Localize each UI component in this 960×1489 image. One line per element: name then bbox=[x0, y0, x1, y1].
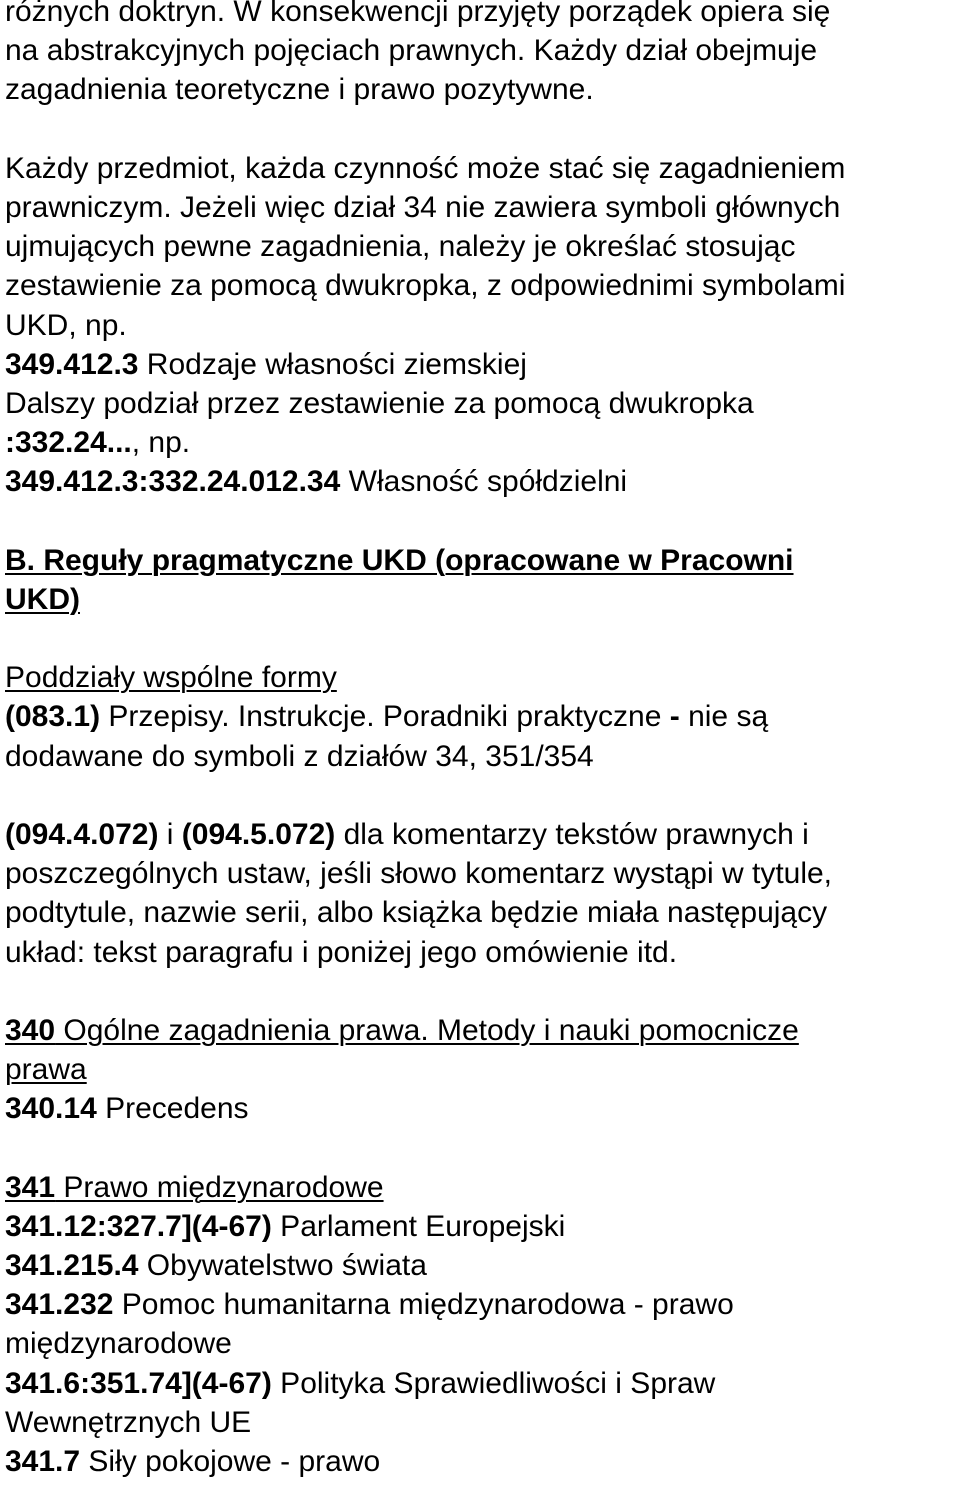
rule1-line1 bbox=[5, 697, 955, 736]
class-341-heading bbox=[5, 1168, 955, 1207]
udc-code: 349.412.3:332.24.012.34 bbox=[5, 465, 341, 499]
section-heading-text: B. Reguły pragmatyczne UKD (opracowane w Pracowni bbox=[5, 543, 794, 577]
para1-line3: zagadnienia teoretyczne i prawo pozytywne. bbox=[5, 73, 594, 107]
entry-text: Obywatelstwo świata bbox=[138, 1249, 427, 1282]
entry-text: Polityka Sprawiedliwości i Spraw bbox=[271, 1366, 716, 1400]
entry-text: Siły pokojowe - prawo bbox=[80, 1444, 381, 1478]
udc-code: (083.1) bbox=[5, 700, 101, 734]
para1-line1: różnych doktryn. W konsekwencji przyjęty porządek opiera się bbox=[5, 0, 831, 28]
udc-code: 341.215.4 bbox=[5, 1249, 139, 1282]
example-line-1 bbox=[5, 345, 955, 384]
rule-text: i bbox=[158, 817, 182, 851]
spacer bbox=[5, 110, 955, 149]
udc-code: 341.232 bbox=[5, 1288, 114, 1322]
example-text: Rodzaje własności ziemskiej bbox=[138, 347, 527, 381]
subheading-text: Poddziały wspólne formy bbox=[5, 661, 337, 695]
spacer bbox=[5, 501, 955, 540]
udc-code: 341.7 bbox=[5, 1444, 81, 1478]
entry-341-4-cont: Wewnętrznych UE bbox=[5, 1405, 252, 1439]
rule-text: nie są bbox=[679, 700, 769, 734]
para2-line2: prawniczym. Jeżeli więc dział 34 nie zawiera symboli głównych bbox=[5, 190, 841, 224]
rule-text: dla komentarzy tekstów prawnych i bbox=[335, 817, 809, 851]
rule2-line1 bbox=[5, 815, 955, 854]
class-340-heading-line2 bbox=[5, 1050, 955, 1089]
udc-code: (094.4.072) bbox=[5, 817, 159, 851]
para2-line5: UKD, np. bbox=[5, 308, 127, 342]
para2-line1: Każdy przedmiot, każda czynność może stać się zagadnieniem bbox=[5, 151, 846, 185]
entry-340-14 bbox=[5, 1089, 955, 1128]
udc-code: :332.24... bbox=[5, 426, 132, 460]
para2-line8 bbox=[5, 423, 955, 462]
example-text: Własność spółdzielni bbox=[340, 465, 628, 499]
spacer bbox=[5, 776, 955, 815]
rule2-line4: układ: tekst paragrafu i poniżej jego omówienie itd. bbox=[5, 935, 678, 969]
example-line-2 bbox=[5, 462, 955, 501]
spacer bbox=[5, 619, 955, 658]
udc-code: 349.412.3 bbox=[5, 347, 139, 381]
udc-code: 341.12:327.7](4-67) bbox=[5, 1209, 272, 1243]
para2-line3: ujmujących pewne zagadnienia, należy je określać stosując bbox=[5, 230, 796, 264]
class-heading-text bbox=[5, 1171, 384, 1204]
para1-line2: na abstrakcyjnych pojęciach prawnych. Każdy dział obejmuje bbox=[5, 34, 818, 68]
entry-341-3 bbox=[5, 1285, 955, 1324]
class-title: Ogólne zagadnienia prawa. Metody i nauki pomocnicze bbox=[55, 1013, 799, 1047]
udc-code: 340 bbox=[5, 1013, 56, 1047]
document-page bbox=[5, 0, 955, 1481]
class-title: Prawo międzynarodowe bbox=[55, 1170, 384, 1204]
entry-text: Pomoc humanitarna międzynarodowa - prawo bbox=[113, 1288, 734, 1322]
common-subheading bbox=[5, 658, 955, 697]
rule2-line2: poszczególnych ustaw, jeśli słowo komentarz wystąpi w tytule, bbox=[5, 857, 833, 891]
class-340-heading-line1 bbox=[5, 1011, 955, 1050]
entry-text: Precedens bbox=[96, 1092, 249, 1126]
rule1-line2: dodawane do symboli z działów 34, 351/354 bbox=[5, 739, 594, 773]
spacer bbox=[5, 972, 955, 1011]
dash: - bbox=[669, 700, 680, 734]
para2-line4: zestawienie za pomocą dwukropka, z odpowiednimi symbolami bbox=[5, 269, 846, 303]
example-text: , np. bbox=[131, 426, 191, 460]
rule-text: Przepisy. Instrukcje. Poradniki praktyczne bbox=[100, 700, 670, 734]
entry-text: Parlament Europejski bbox=[271, 1209, 566, 1243]
entry-341-5 bbox=[5, 1442, 955, 1481]
udc-code: (094.5.072) bbox=[181, 817, 336, 851]
udc-code: 340.14 bbox=[5, 1092, 97, 1126]
entry-341-4 bbox=[5, 1364, 955, 1403]
class-heading-text bbox=[5, 1014, 799, 1047]
para2-line7: Dalszy podział przez zestawienie za pomocą dwukropka bbox=[5, 386, 754, 420]
section-heading-text: UKD) bbox=[5, 582, 80, 616]
section-b-heading-line2 bbox=[5, 580, 955, 619]
udc-code: 341 bbox=[5, 1170, 56, 1204]
class-title: prawa bbox=[5, 1053, 87, 1087]
section-b-heading-line1 bbox=[5, 541, 955, 580]
entry-341-2 bbox=[5, 1246, 955, 1285]
udc-code: 341.6:351.74](4-67) bbox=[5, 1366, 272, 1400]
entry-341-3-cont: międzynarodowe bbox=[5, 1327, 232, 1361]
spacer bbox=[5, 1128, 955, 1167]
rule2-line3: podtytule, nazwie serii, albo książka będzie miała następujący bbox=[5, 896, 828, 930]
entry-341-1 bbox=[5, 1207, 955, 1246]
